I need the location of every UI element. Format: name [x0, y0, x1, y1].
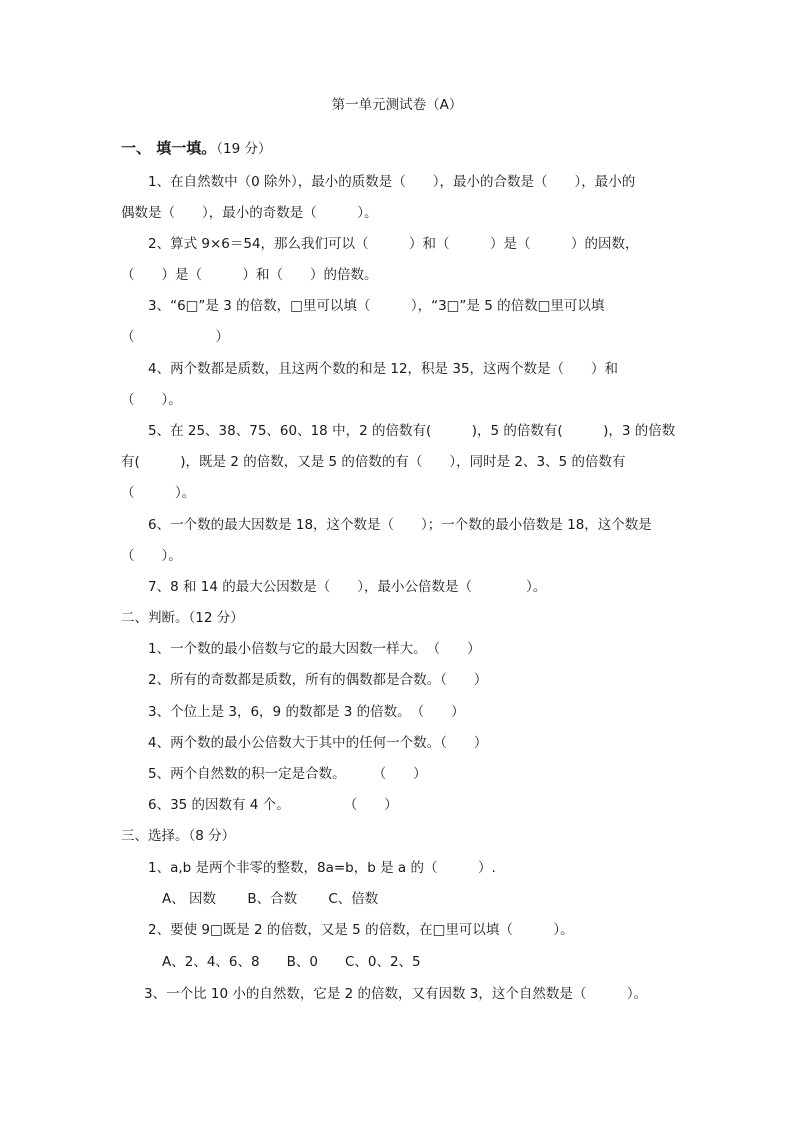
section-1-heading-text: 一、 填一填。: [121, 139, 217, 157]
s3-q1-options: A、 因数 B、合数 C、倍数: [162, 891, 379, 907]
s1-q6-line2: （ ）。: [121, 548, 182, 564]
section-2-heading: 二、判断。（12 分）: [121, 610, 244, 626]
section-1-points: （19 分）: [216, 141, 272, 157]
s3-q2-options: A、2、4、6、8 B、0 C、0、2、5: [162, 954, 421, 970]
s1-q2-line1: 2、算式 9×6＝54，那么我们可以（ ）和（ ）是（ ）的因数，: [148, 236, 639, 252]
s1-q5-line1: 5、在 25、38、75、60、18 中，2 的倍数有( )，5 的倍数有( )，3 的倍数: [148, 423, 676, 439]
s2-q5: 5、两个自然数的积一定是合数。 （ ）: [148, 766, 427, 782]
s1-q4-line1: 4、两个数都是质数，且这两个数的和是 12，积是 35，这两个数是（ ）和: [148, 361, 619, 377]
s3-q3: 3、一个比 10 小的自然数，它是 2 的倍数，又有因数 3，这个自然数是（ ）。: [144, 986, 648, 1002]
s1-q5-line2: 有( )，既是 2 的倍数，又是 5 的倍数的有（ ），同时是 2、3、5 的倍数有: [121, 454, 626, 470]
s1-q4-line2: （ ）。: [121, 392, 182, 408]
s2-q6: 6、35 的因数有 4 个。 （ ）: [148, 797, 398, 813]
s1-q2-line2: （ ）是（ ）和（ ）的倍数。: [121, 267, 378, 283]
s1-q7-line1: 7、8 和 14 的最大公因数是（ ），最小公倍数是（ ）。: [148, 579, 547, 595]
section-1-heading: [121, 138, 271, 159]
s1-q3-line2: （ ）: [121, 329, 229, 345]
s1-q5-line3: （ ）。: [121, 485, 196, 501]
s3-q2: 2、要使 9□既是 2 的倍数，又是 5 的倍数，在□里可以填（ ）。: [148, 922, 574, 938]
s2-q3: 3、个位上是 3，6，9 的数都是 3 的倍数。 （ ）: [148, 704, 465, 720]
s1-q6-line1: 6、一个数的最大因数是 18，这个数是（ ）；一个数的最小倍数是 18，这个数是: [148, 517, 652, 533]
s2-q2: 2、所有的奇数都是质数，所有的偶数都是合数。（ ）: [148, 672, 488, 688]
s1-q1-line1: 1、在自然数中（0 除外），最小的质数是（ ），最小的合数是（ ），最小的: [148, 174, 636, 190]
s2-q4: 4、两个数的最小公倍数大于其中的任何一个数。（ ）: [148, 735, 488, 751]
s2-q1: 1、一个数的最小倍数与它的最大因数一样大。 （ ）: [148, 641, 481, 657]
s1-q3-line1: 3、“6□”是 3 的倍数，□里可以填（ ），“3□”是 5 的倍数□里可以填: [148, 298, 605, 314]
section-3-heading: 三、选择。（8 分）: [121, 828, 236, 844]
page-title: 第一单元测试卷（A）: [331, 97, 463, 113]
s3-q1: 1、a,b 是两个非零的整数，8a=b，b 是 a 的（ ）.: [148, 860, 496, 876]
s1-q1-line2: 偶数是（ ），最小的奇数是（ ）。: [121, 205, 378, 221]
